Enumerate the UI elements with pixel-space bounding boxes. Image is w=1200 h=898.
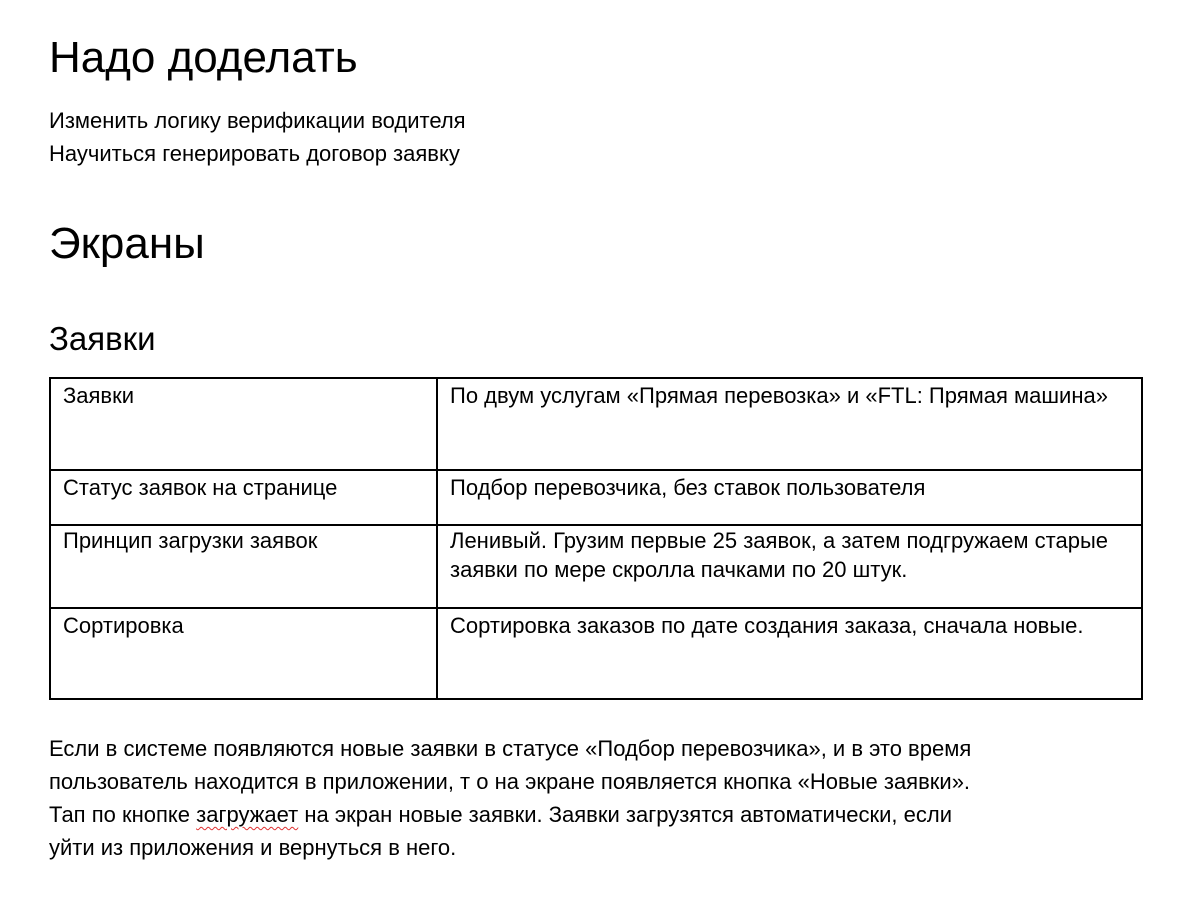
todo-list <box>49 104 466 170</box>
orders-spec-table <box>49 377 1143 700</box>
todo-item: Изменить логику верификации водителя <box>49 108 466 133</box>
new-orders-note <box>49 732 1141 864</box>
todo-heading: Надо доделать <box>49 33 358 82</box>
note-line <box>49 798 1141 831</box>
table-cell-value: Сортировка заказов по дате создания заказа, сначала новые. <box>437 608 1142 699</box>
todo-item: Научиться генерировать договор заявку <box>49 141 460 166</box>
table-cell-value: По двум услугам «Прямая перевозка» и «FTL: Прямая машина» <box>437 378 1142 470</box>
table-cell-label: Заявки <box>50 378 437 470</box>
orders-heading: Заявки <box>49 320 156 357</box>
table-row <box>50 470 1142 525</box>
table-cell-label: Сортировка <box>50 608 437 699</box>
table-cell-label: Принцип загрузки заявок <box>50 525 437 608</box>
table-cell-value: Ленивый. Грузим первые 25 заявок, а затем подгружаем старые заявки по мере скролла пачками по 20 штук. <box>437 525 1142 608</box>
spellcheck-misspelled-word[interactable]: загружает <box>196 802 299 827</box>
note-line: пользователь находится в приложении, т о на экране появляется кнопка «Новые заявки». <box>49 769 971 794</box>
note-line: Если в системе появляются новые заявки в статусе «Подбор перевозчика», и в это время <box>49 736 972 761</box>
note-text: на экран новые заявки. Заявки загрузятся автоматически, если <box>298 802 953 827</box>
table-cell-label: Статус заявок на странице <box>50 470 437 525</box>
table-row <box>50 378 1142 470</box>
table-cell-value: Подбор перевозчика, без ставок пользователя <box>437 470 1142 525</box>
screens-heading: Экраны <box>49 219 205 268</box>
note-text: Тап по кнопке <box>49 802 197 827</box>
table-row <box>50 525 1142 608</box>
table-row <box>50 608 1142 699</box>
note-line: уйти из приложения и вернуться в него. <box>49 835 457 860</box>
